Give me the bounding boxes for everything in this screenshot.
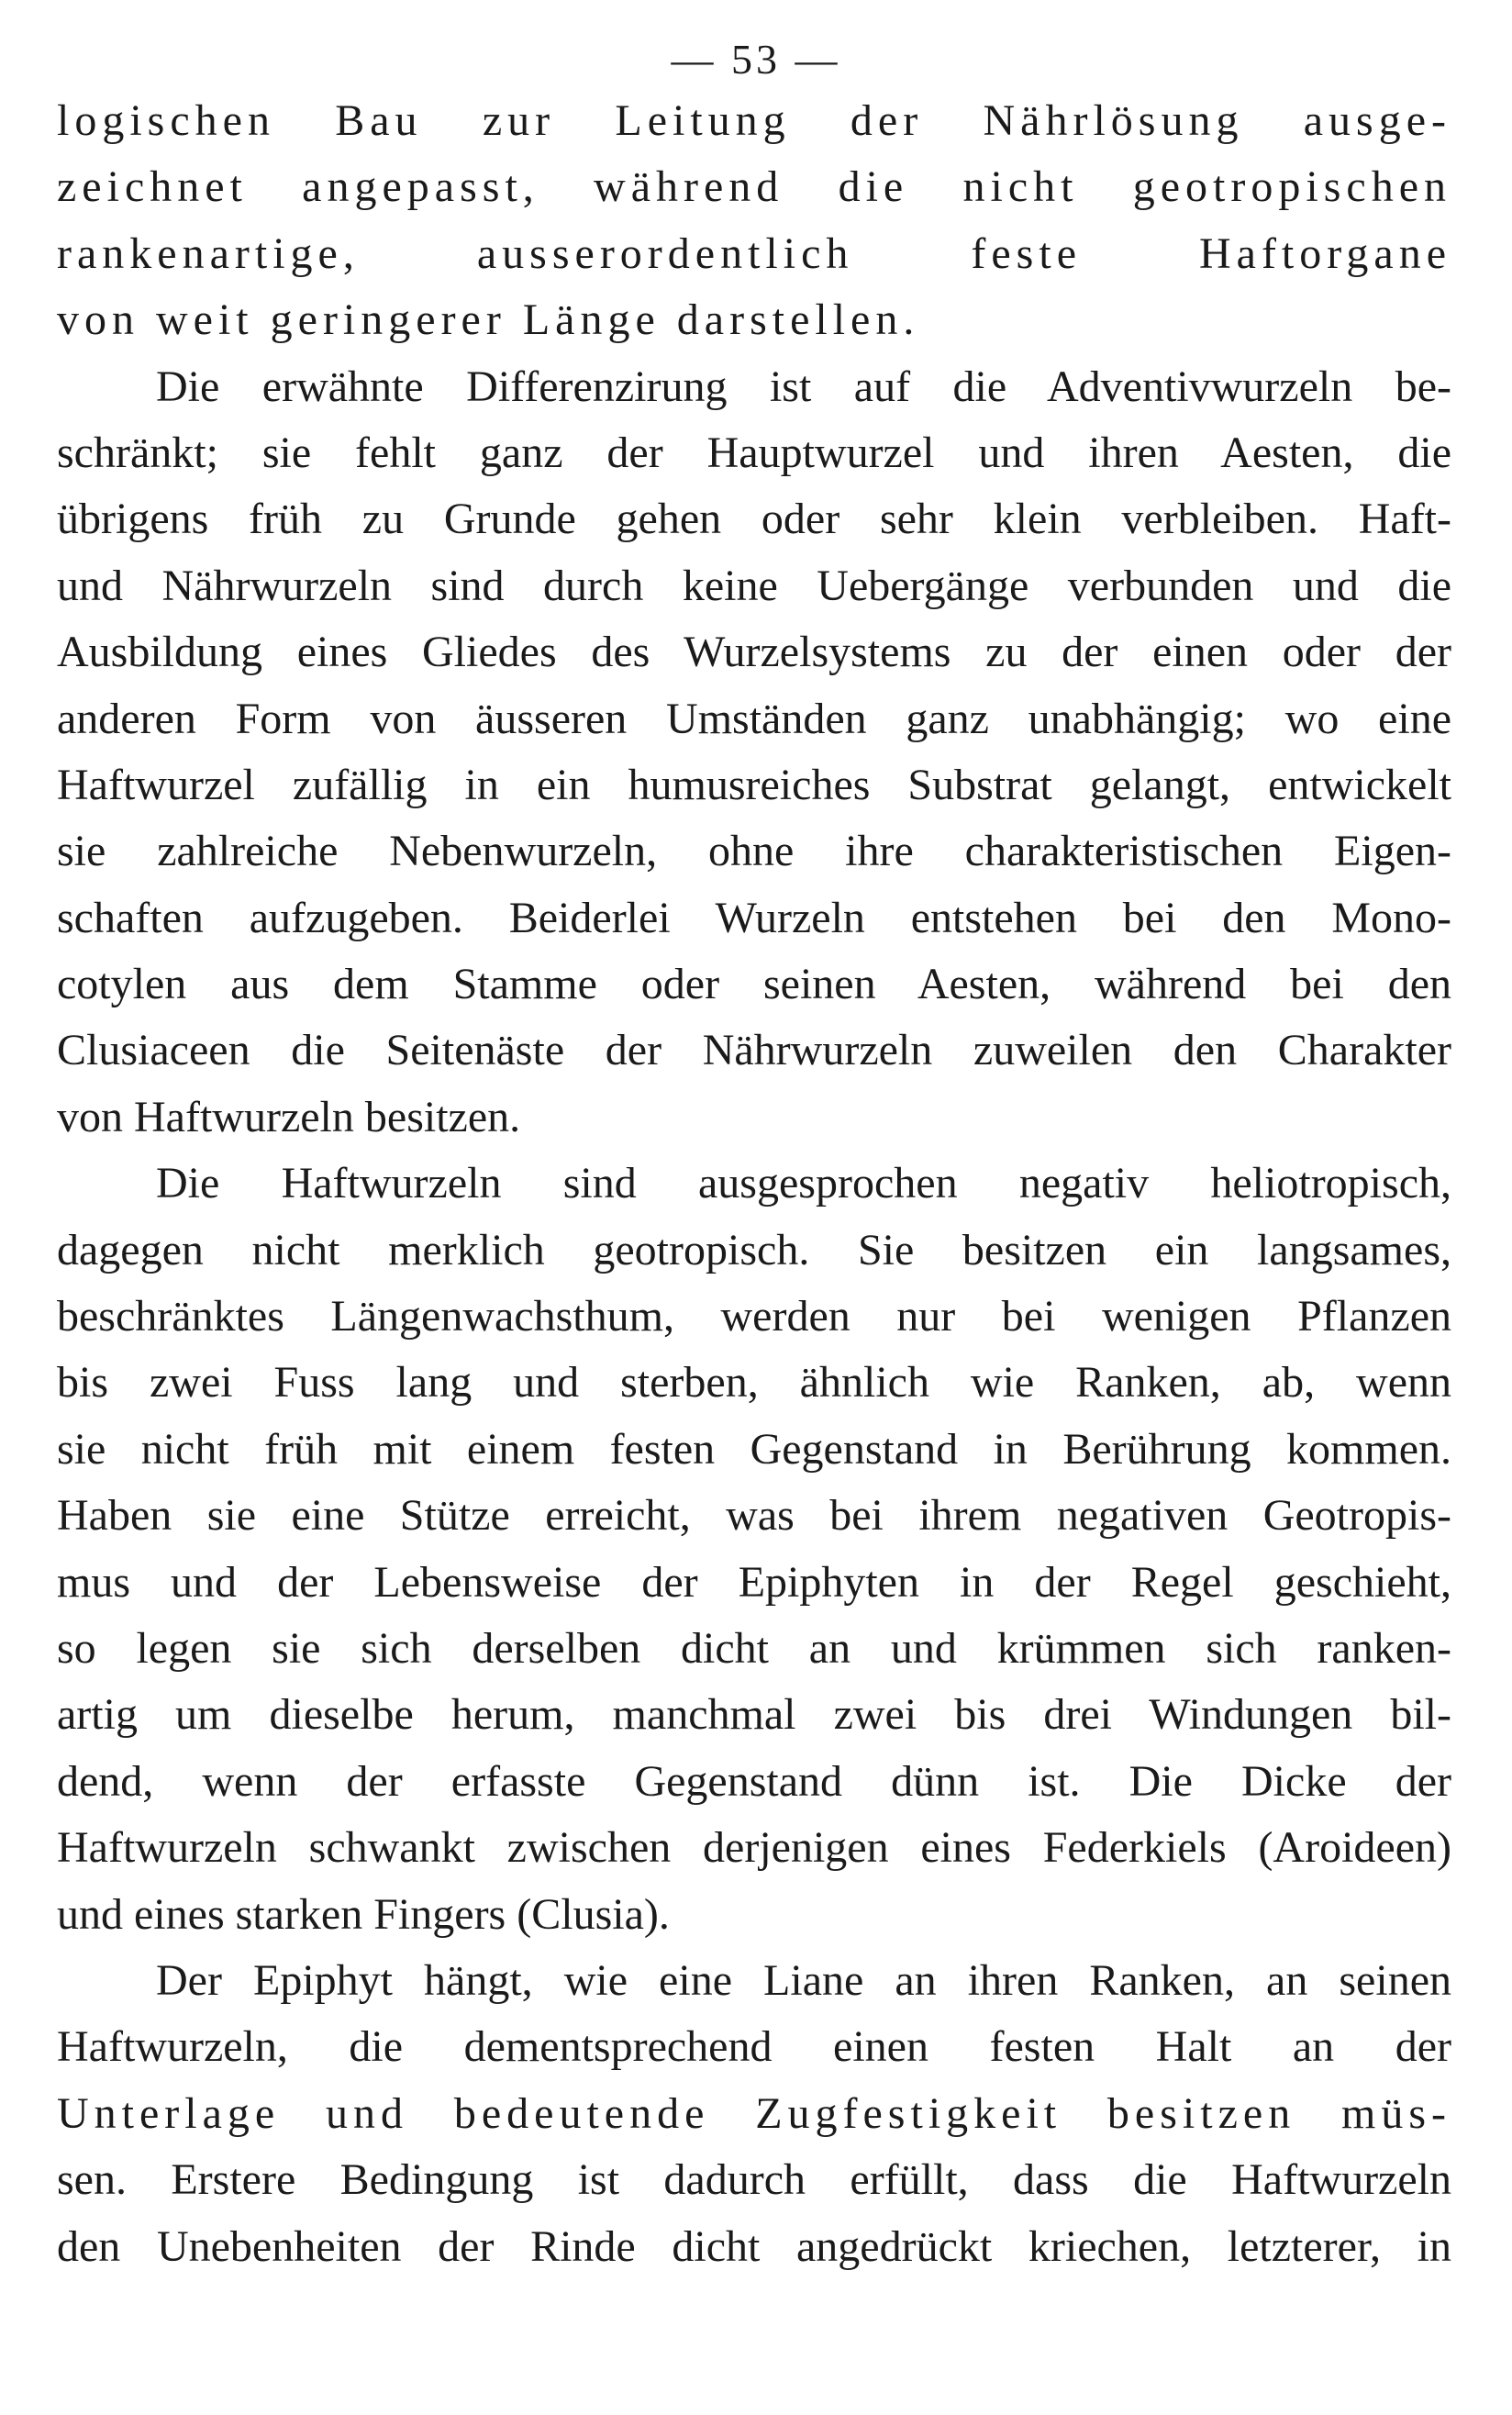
text-line: dend, wenn der erfasste Gegenstand dünn ist. Die Dicke der bbox=[57, 1756, 1451, 1806]
text-line: schaften aufzugeben. Beiderlei Wurzeln entstehen bei den Mono- bbox=[57, 893, 1451, 942]
text-line: logischen Bau zur Leitung der Nährlösung ausge- bbox=[57, 96, 1451, 145]
text-line: sen. Erstere Bedingung ist dadurch erfüllt, dass die Haftwurzeln bbox=[57, 2155, 1451, 2205]
text-line: Haftwurzeln schwankt zwischen derjenigen eines Federkiels (Aroideen) bbox=[57, 1823, 1451, 1873]
text-line: sie nicht früh mit einem festen Gegenstand in Berührung kommen. bbox=[57, 1424, 1451, 1474]
text-line: dagegen nicht merklich geotropisch. Sie besitzen ein langsames, bbox=[57, 1225, 1451, 1274]
text-line: sie zahlreiche Nebenwurzeln, ohne ihre charakteristischen Eigen- bbox=[57, 827, 1451, 876]
text-line: bis zwei Fuss lang und sterben, ähnlich wie Ranken, ab, wenn bbox=[57, 1358, 1451, 1408]
text-line: Die Haftwurzeln sind ausgesprochen negativ heliotropisch, bbox=[156, 1159, 1451, 1208]
text-line: anderen Form von äusseren Umständen ganz unabhängig; wo eine bbox=[57, 694, 1451, 743]
text-line: von weit geringerer Länge darstellen. bbox=[57, 295, 920, 345]
text-line: mus und der Lebensweise der Epiphyten in der Regel geschieht, bbox=[57, 1557, 1451, 1607]
text-line: Unterlage und bedeutende Zugfestigkeit besitzen müs- bbox=[57, 2088, 1451, 2138]
text-line: Haftwurzel zufällig in ein humusreiches Substrat gelangt, entwickelt bbox=[57, 760, 1451, 809]
text-line: beschränktes Längenwachsthum, werden nur bei wenigen Pflanzen bbox=[57, 1292, 1451, 1341]
page-number: — 53 — bbox=[671, 36, 841, 83]
text-line: Clusiaceen die Seitenäste der Nährwurzeln zuweilen den Charakter bbox=[57, 1026, 1451, 1075]
text-line: so legen sie sich derselben dicht an und krümmen sich ranken- bbox=[57, 1623, 1451, 1673]
text-line: übrigens früh zu Grunde gehen oder sehr klein verbleiben. Haft- bbox=[57, 495, 1451, 544]
text-line: zeichnet angepasst, während die nicht geotropischen bbox=[57, 162, 1451, 212]
text-line: von Haftwurzeln besitzen. bbox=[57, 1092, 521, 1141]
text-line: Der Epiphyt hängt, wie eine Liane an ihren Ranken, an seinen bbox=[156, 1955, 1451, 2005]
body-text bbox=[57, 88, 1451, 2280]
text-line: cotylen aus dem Stamme oder seinen Aesten, während bei den bbox=[57, 960, 1451, 1009]
text-line: und eines starken Fingers (Clusia). bbox=[57, 1889, 670, 1939]
text-line: artig um dieselbe herum, manchmal zwei bis drei Windungen bil- bbox=[57, 1690, 1451, 1740]
text-line: rankenartige, ausserordentlich feste Haftorgane bbox=[57, 228, 1451, 278]
text-line: schränkt; sie fehlt ganz der Hauptwurzel und ihren Aesten, die bbox=[57, 428, 1451, 477]
text-line: den Unebenheiten der Rinde dicht angedrückt kriechen, letzterer, in bbox=[57, 2221, 1451, 2271]
text-line: Haftwurzeln, die dementsprechend einen festen Halt an der bbox=[57, 2022, 1451, 2072]
text-line: Ausbildung eines Gliedes des Wurzelsystems zu der einen oder der bbox=[57, 628, 1451, 677]
text-line: Die erwähnte Differenzirung ist auf die Adventivwurzeln be- bbox=[156, 362, 1451, 411]
text-line: und Nährwurzeln sind durch keine Uebergänge verbunden und die bbox=[57, 561, 1451, 610]
text-line: Haben sie eine Stütze erreicht, was bei ihrem negativen Geotropis- bbox=[57, 1491, 1451, 1541]
